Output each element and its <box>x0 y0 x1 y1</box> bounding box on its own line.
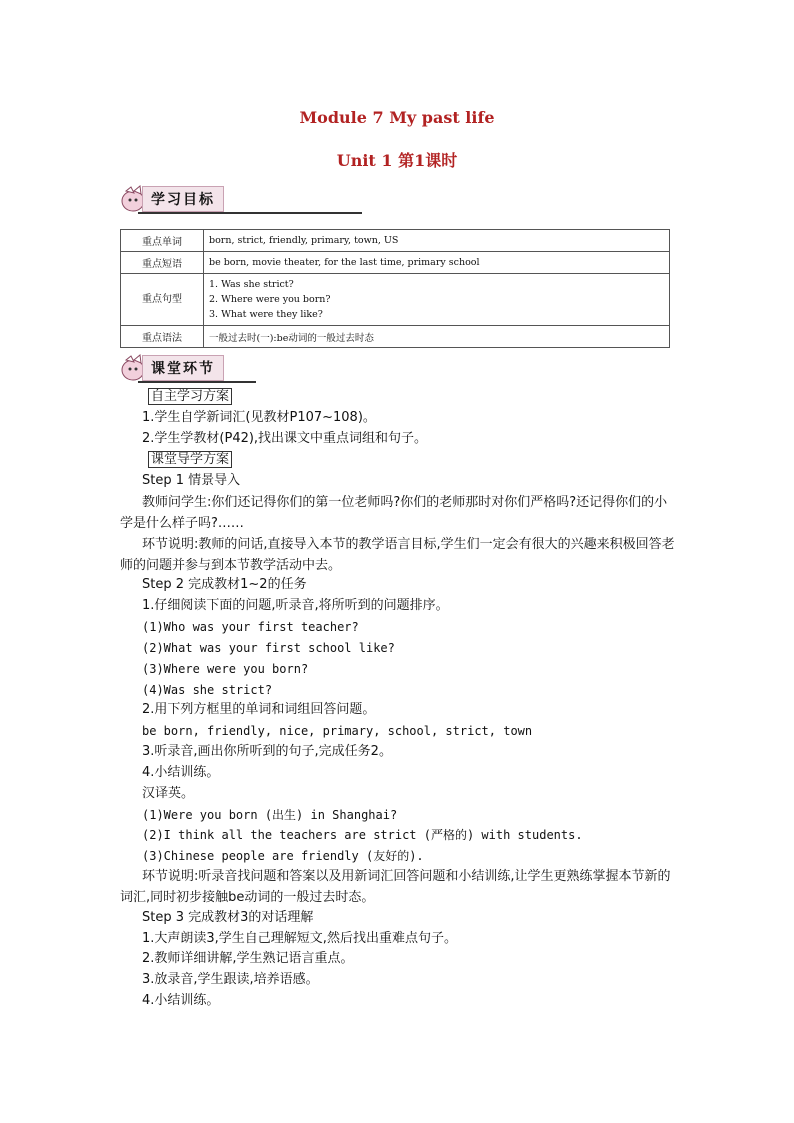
text-line: 2.学生学教材(P42),找出课文中重点词组和句子。 <box>142 431 428 446</box>
translation-item: (1)Were you born (出生) in Shanghai? <box>142 808 398 822</box>
section-label: 课堂环节 <box>142 355 224 381</box>
section-classroom <box>118 353 224 383</box>
unit-title: Unit 1 第1课时 <box>336 151 458 170</box>
text-line: 1.学生自学新词汇(见教材P107~108)。 <box>142 410 376 425</box>
boxed-heading: 自主学习方案 <box>148 388 232 405</box>
goals-table <box>120 229 670 348</box>
paragraph: 教师问学生:你们还记得你们的第一位老师吗?你们的老师那时对你们严格吗?还记得你们的小学是什么样子吗?…… <box>120 495 668 531</box>
section-label: 学习目标 <box>142 186 224 212</box>
question: (4)Was she strict? <box>142 683 273 697</box>
text-line: 1.仔细阅读下面的问题,听录音,将所听到的问题排序。 <box>142 598 449 613</box>
question: (2)What was your first school like? <box>142 641 395 655</box>
text-line: 4.小结训练。 <box>142 765 220 780</box>
question: (3)Where were you born? <box>142 662 309 676</box>
section-underline <box>138 381 256 383</box>
text-line: 汉译英。 <box>142 786 195 801</box>
row-value <box>204 274 670 326</box>
table-row <box>121 274 670 326</box>
row-key: 重点句型 <box>121 274 204 326</box>
text-line: 4.小结训练。 <box>142 993 220 1008</box>
table-row <box>121 326 670 348</box>
text-line: 3.听录音,画出你所听到的句子,完成任务2。 <box>142 744 392 759</box>
text-line: 2.教师详细讲解,学生熟记语言重点。 <box>142 951 354 966</box>
row-value: be born, movie theater, for the last time, primary school <box>204 252 670 274</box>
row-key: 重点单词 <box>121 230 204 252</box>
row-key: 重点短语 <box>121 252 204 274</box>
row-value: born, strict, friendly, primary, town, US <box>204 230 670 252</box>
paragraph: 环节说明:听录音找问题和答案以及用新词汇回答问题和小结训练,让学生更熟练掌握本节新的词汇,同时初步接触be动词的一般过去时态。 <box>120 869 671 905</box>
table-row <box>121 230 670 252</box>
module-title: Module 7 My past life <box>299 108 495 127</box>
sentence-pattern: 2. Where were you born? <box>209 294 331 305</box>
table-row <box>121 252 670 274</box>
text-line: 1.大声朗读3,学生自己理解短文,然后找出重难点句子。 <box>142 931 457 946</box>
text-line: 3.放录音,学生跟读,培养语感。 <box>142 972 319 987</box>
text-line: 2.用下列方框里的单词和词组回答问题。 <box>142 702 376 717</box>
translation-item: (2)I think all the teachers are strict (严格的) with students. <box>142 828 583 842</box>
sentence-pattern: 3. What were they like? <box>209 309 323 320</box>
step-heading: Step 1 情景导入 <box>142 473 241 488</box>
row-value: 一般过去时(一):be动词的一般过去时态 <box>204 326 670 348</box>
row-key: 重点语法 <box>121 326 204 348</box>
section-underline <box>138 212 362 214</box>
paragraph: 环节说明:教师的问话,直接导入本节的教学语言目标,学生们一定会有很大的兴趣来积极回答老师的问题并参与到本节教学活动中去。 <box>120 537 675 573</box>
word-box: be born, friendly, nice, primary, school, strict, town <box>142 724 533 738</box>
section-learning-goals <box>118 184 224 214</box>
sentence-pattern: 1. Was she strict? <box>209 279 294 290</box>
translation-item: (3)Chinese people are friendly (友好的). <box>142 849 424 863</box>
step-heading: Step 2 完成教材1~2的任务 <box>142 577 307 592</box>
question: (1)Who was your first teacher? <box>142 620 359 634</box>
step-heading: Step 3 完成教材3的对话理解 <box>142 910 314 925</box>
boxed-heading: 课堂导学方案 <box>148 451 232 468</box>
